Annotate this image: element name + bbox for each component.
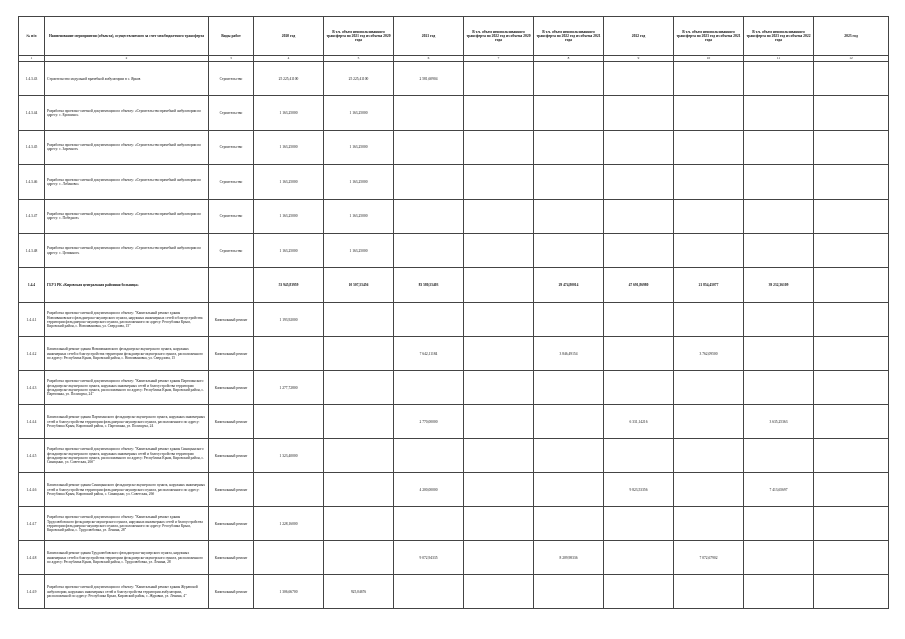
column-header: № п/п bbox=[19, 17, 45, 56]
amount-cell bbox=[464, 268, 534, 303]
row-number-cell: 1.4.4.1 bbox=[19, 303, 45, 337]
amount-cell bbox=[814, 96, 889, 130]
amount-cell bbox=[534, 62, 604, 96]
amount-cell bbox=[464, 507, 534, 541]
column-header: В т.ч. объем неиспользованного трансферта по 2023 год из объема 2021 года bbox=[674, 17, 744, 56]
amount-cell: 1 228,16000 bbox=[254, 507, 324, 541]
amount-cell: 3 635,25363 bbox=[744, 405, 814, 439]
amount-cell: 3 762,09500 bbox=[674, 337, 744, 371]
amount-cell bbox=[814, 268, 889, 303]
header-row bbox=[19, 17, 889, 56]
amount-cell bbox=[604, 96, 674, 130]
column-header: В т.ч. объем неиспользованного трансферта по 2022 год из объема 2021 года bbox=[534, 17, 604, 56]
amount-cell bbox=[674, 303, 744, 337]
amount-cell bbox=[464, 62, 534, 96]
amount-cell bbox=[744, 303, 814, 337]
row-number-cell: 1.4.4.5 bbox=[19, 439, 45, 473]
row-number-cell: 1.4.4.2 bbox=[19, 337, 45, 371]
amount-cell bbox=[604, 507, 674, 541]
amount-cell bbox=[464, 439, 534, 473]
amount-cell: 925,04676 bbox=[324, 575, 394, 609]
column-header: В т.ч. объем неиспользованного трансферта по 2022 год из объема 2020 года bbox=[464, 17, 534, 56]
amount-cell: 83 580,55403 bbox=[394, 268, 464, 303]
table-body bbox=[19, 62, 889, 609]
amount-cell: 6 331,14216 bbox=[604, 405, 674, 439]
row-number-cell: 1.4.3.47 bbox=[19, 199, 45, 233]
amount-cell bbox=[744, 130, 814, 164]
work-type-cell: Капитальный ремонт bbox=[209, 303, 254, 337]
amount-cell bbox=[674, 62, 744, 96]
amount-cell bbox=[814, 541, 889, 575]
amount-cell: 9 823,53356 bbox=[604, 473, 674, 507]
amount-cell bbox=[604, 233, 674, 267]
row-number-cell: 1.4.4.4 bbox=[19, 405, 45, 439]
amount-cell bbox=[254, 405, 324, 439]
amount-cell bbox=[534, 303, 604, 337]
amount-cell bbox=[394, 303, 464, 337]
amount-cell bbox=[534, 439, 604, 473]
row-number-cell: 1.4.3.48 bbox=[19, 233, 45, 267]
column-header: В т.ч. объем неиспользованного трансферта по 2023 год из объема 2022 года bbox=[744, 17, 814, 56]
amount-cell bbox=[814, 575, 889, 609]
row-number-cell: 1.4.3.45 bbox=[19, 130, 45, 164]
amount-cell bbox=[464, 337, 534, 371]
table-row bbox=[19, 96, 889, 130]
work-type-cell: Строительство bbox=[209, 233, 254, 267]
amount-cell bbox=[674, 165, 744, 199]
amount-cell: 1 163,25000 bbox=[254, 199, 324, 233]
amount-cell bbox=[744, 507, 814, 541]
amount-cell bbox=[814, 62, 889, 96]
amount-cell bbox=[744, 96, 814, 130]
amount-cell bbox=[674, 507, 744, 541]
amount-cell bbox=[674, 575, 744, 609]
amount-cell bbox=[534, 96, 604, 130]
work-type-cell: Строительство bbox=[209, 165, 254, 199]
table-row bbox=[19, 541, 889, 575]
amount-cell bbox=[464, 165, 534, 199]
column-number: 6 bbox=[394, 56, 464, 62]
column-number: 11 bbox=[744, 56, 814, 62]
amount-cell bbox=[604, 165, 674, 199]
amount-cell bbox=[394, 96, 464, 130]
column-header: 2023 год bbox=[814, 17, 889, 56]
amount-cell bbox=[534, 405, 604, 439]
amount-cell bbox=[464, 371, 534, 405]
amount-cell bbox=[394, 507, 464, 541]
amount-cell bbox=[394, 233, 464, 267]
amount-cell: 47 691,86980 bbox=[604, 268, 674, 303]
column-number: 1 bbox=[19, 56, 45, 62]
amount-cell bbox=[744, 439, 814, 473]
column-number: 9 bbox=[604, 56, 674, 62]
row-name-cell: Разработка проектно-сметной документации по объекту: «Строительство врачебной амбулатории по адресу: с. Лобаново» bbox=[45, 165, 209, 199]
column-number: 4 bbox=[254, 56, 324, 62]
column-header: Виды работ bbox=[209, 17, 254, 56]
amount-cell bbox=[814, 165, 889, 199]
amount-cell: 1 193,92000 bbox=[254, 303, 324, 337]
amount-cell bbox=[604, 439, 674, 473]
amount-cell bbox=[464, 199, 534, 233]
column-number: 2 bbox=[45, 56, 209, 62]
amount-cell: 7 642,11184 bbox=[394, 337, 464, 371]
amount-cell bbox=[744, 337, 814, 371]
amount-cell: 7 413,65697 bbox=[744, 473, 814, 507]
work-type-cell: Капитальный ремонт bbox=[209, 575, 254, 609]
amount-cell bbox=[534, 233, 604, 267]
amount-cell bbox=[604, 371, 674, 405]
amount-cell bbox=[394, 130, 464, 164]
amount-cell bbox=[744, 575, 814, 609]
amount-cell: 1 163,25000 bbox=[324, 165, 394, 199]
amount-cell bbox=[534, 507, 604, 541]
amount-cell bbox=[674, 96, 744, 130]
amount-cell: 25 225,41100 bbox=[324, 62, 394, 96]
amount-cell bbox=[674, 233, 744, 267]
amount-cell bbox=[394, 371, 464, 405]
amount-cell: 1 163,25000 bbox=[254, 165, 324, 199]
column-header: В т.ч. объем неиспользованного трансферта по 2021 год из объема 2020 года bbox=[324, 17, 394, 56]
amount-cell bbox=[324, 405, 394, 439]
amount-cell: 2 770,00000 bbox=[394, 405, 464, 439]
amount-cell bbox=[744, 371, 814, 405]
row-name-cell: Капитальный ремонт здания Синицынского фельдшерско-акушерского пункта, наружных инженерных сетей и благоустройства территории фельдшерско-акушерского пункта, расположенного по адресу: Республика Крым, Кировский район, с. Синицыно, ул. Советская, 26б bbox=[45, 473, 209, 507]
row-number-cell: 1.4.3.44 bbox=[19, 96, 45, 130]
row-number-cell: 1.4.4.9 bbox=[19, 575, 45, 609]
amount-cell: 3 846,49154 bbox=[534, 337, 604, 371]
amount-cell bbox=[254, 337, 324, 371]
amount-cell: 1 323,40000 bbox=[254, 439, 324, 473]
column-number: 12 bbox=[814, 56, 889, 62]
amount-cell bbox=[744, 233, 814, 267]
amount-cell: 53 945,83959 bbox=[254, 268, 324, 303]
amount-cell bbox=[814, 473, 889, 507]
row-name-cell: Строительство модульной врачебной амбулатории в с. Ярков bbox=[45, 62, 209, 96]
amount-cell bbox=[534, 473, 604, 507]
amount-cell: 1 163,25000 bbox=[254, 233, 324, 267]
amount-cell bbox=[324, 337, 394, 371]
column-number: 5 bbox=[324, 56, 394, 62]
table-row bbox=[19, 439, 889, 473]
table-row bbox=[19, 575, 889, 609]
table-row bbox=[19, 233, 889, 267]
row-number-cell: 1.4.4.7 bbox=[19, 507, 45, 541]
amount-cell: 8 209,98336 bbox=[534, 541, 604, 575]
table-row bbox=[19, 473, 889, 507]
column-number: 7 bbox=[464, 56, 534, 62]
column-header: 2021 год bbox=[394, 17, 464, 56]
amount-cell bbox=[324, 473, 394, 507]
amount-cell: 2 581,60904 bbox=[394, 62, 464, 96]
row-name-cell: Капитальный ремонт здания Партизанского фельдшерско-акушерского пункта, наружных инженерных сетей и благоустройства территории фельдшерско-акушерского пункта, расположенного по адресу: Республика Крым, Кировский район, с. Партизаны, ул. Полищука, 24 bbox=[45, 405, 209, 439]
amount-cell bbox=[464, 303, 534, 337]
work-type-cell: Капитальный ремонт bbox=[209, 439, 254, 473]
transfer-table bbox=[18, 16, 889, 609]
amount-cell bbox=[254, 473, 324, 507]
amount-cell bbox=[324, 439, 394, 473]
amount-cell bbox=[394, 165, 464, 199]
amount-cell bbox=[464, 96, 534, 130]
amount-cell bbox=[604, 337, 674, 371]
row-name-cell: Разработка проектно-сметной документации по объекту: "Капитальный ремонт здания Трудолюбовского фельдшерско-акушерского пункта, наружных инженерных сетей и благоустройства территории фельдшерско-акушерского пункта, расположенного по адресу: Республика Крым, Кировский район, с. Трудолюбовка, ул. Ленина, 28" bbox=[45, 507, 209, 541]
amount-cell bbox=[674, 439, 744, 473]
amount-cell bbox=[814, 199, 889, 233]
row-name-cell: Разработка проектно-сметной документации по объекту: «Строительство врачебной амбулатории по адресу: с. Целинное» bbox=[45, 233, 209, 267]
row-name-cell: Разработка проектно-сметной документации по объекту: «Строительство врачебной амбулатории по адресу: с. Победное» bbox=[45, 199, 209, 233]
row-name-cell: Капитальный ремонт здания Трудолюбовского фельдшерско-акушерского пункта, наружных инженерных сетей и благоустройства территории фельдшерско-акушерского пункта, расположенного по адресу: Республика Крым, Кировский район, с. Трудолюбовка, ул. Ленина, 28 bbox=[45, 541, 209, 575]
work-type-cell: Строительство bbox=[209, 62, 254, 96]
row-number-cell: 1.4.3.46 bbox=[19, 165, 45, 199]
table-row bbox=[19, 507, 889, 541]
table-row bbox=[19, 62, 889, 96]
column-header: Наименование мероприятия (объекта), осуществляемого за счет межбюджетного трансферта bbox=[45, 17, 209, 56]
column-number: 3 bbox=[209, 56, 254, 62]
amount-cell: 1 163,25000 bbox=[254, 130, 324, 164]
amount-cell bbox=[674, 473, 744, 507]
row-number-cell: 1.4.4 bbox=[19, 268, 45, 303]
row-name-cell: Разработка проектно-сметной документации по объекту: "Капитальный ремонт здания Синицынского фельдшерско-акушерского пункта, наружных инженерных сетей и благоустройства территории фельдшерско-акушерского пункта, расположенного по адресу: Республика Крым, Кировский район, с. Синицыно, ул. Советская, 26б" bbox=[45, 439, 209, 473]
amount-cell: 7 072,67902 bbox=[674, 541, 744, 575]
row-name-cell: Разработка проектно-сметной документации по объекту: "Капитальный ремонт здания Партизанского фельдшерско-акушерского пункта, наружных инженерных сетей и благоустройства территории фельдшерско-акушерского пункта, расположенного по адресу: Республика Крым, Кировский район, с. Партизаны, ул. Полищука, 24" bbox=[45, 371, 209, 405]
amount-cell bbox=[674, 371, 744, 405]
amount-cell: 1 163,25000 bbox=[254, 96, 324, 130]
table-row bbox=[19, 130, 889, 164]
amount-cell: 1 163,25000 bbox=[324, 96, 394, 130]
work-type-cell: Строительство bbox=[209, 130, 254, 164]
amount-cell bbox=[464, 541, 534, 575]
amount-cell bbox=[534, 165, 604, 199]
amount-cell bbox=[604, 130, 674, 164]
work-type-cell: Строительство bbox=[209, 96, 254, 130]
amount-cell bbox=[534, 199, 604, 233]
amount-cell: 21 854,45077 bbox=[674, 268, 744, 303]
amount-cell bbox=[604, 303, 674, 337]
amount-cell bbox=[814, 371, 889, 405]
amount-cell bbox=[464, 473, 534, 507]
amount-cell bbox=[674, 130, 744, 164]
column-number: 8 bbox=[534, 56, 604, 62]
amount-cell: 1 277,72800 bbox=[254, 371, 324, 405]
amount-cell bbox=[394, 575, 464, 609]
row-name-cell: Разработка проектно-сметной документации по объекту: "Капитальный ремонт здания Журавской амбулатории, наружных инженерных сетей и благоустройства территории амбулатории, расположенной по адресу: Республика Крым, Кировский район, с. Журавки, ул. Ленина, 4" bbox=[45, 575, 209, 609]
amount-cell bbox=[604, 541, 674, 575]
table-row bbox=[19, 371, 889, 405]
amount-cell bbox=[324, 303, 394, 337]
table-row bbox=[19, 165, 889, 199]
amount-cell bbox=[464, 233, 534, 267]
amount-cell: 25 225,41100 bbox=[254, 62, 324, 96]
amount-cell bbox=[604, 62, 674, 96]
amount-cell bbox=[604, 575, 674, 609]
amount-cell bbox=[534, 575, 604, 609]
amount-cell bbox=[814, 303, 889, 337]
amount-cell: 4 200,00000 bbox=[394, 473, 464, 507]
amount-cell bbox=[744, 165, 814, 199]
amount-cell: 1 163,25000 bbox=[324, 199, 394, 233]
row-name-cell: Разработка проектно-сметной документации по объекту: «Строительство врачебной амбулатории по адресу: с. Ерошино» bbox=[45, 96, 209, 130]
amount-cell: 39 232,36109 bbox=[744, 268, 814, 303]
work-type-cell: Капитальный ремонт bbox=[209, 541, 254, 575]
table-row bbox=[19, 199, 889, 233]
work-type-cell: Капитальный ремонт bbox=[209, 507, 254, 541]
amount-cell bbox=[464, 405, 534, 439]
row-name-cell: Разработка проектно-сметной документации по объекту: "Капитальный ремонт здания Новоивановского фельдшерско-акушерского пункта, наружных инженерных сетей и благоустройства территории фельдшерско-акушерского пункта, расположенного по адресу: Республика Крым, Кировский район, с. Новоивановка, ул. Свердлова, 15" bbox=[45, 303, 209, 337]
amount-cell: 9 072,94335 bbox=[394, 541, 464, 575]
amount-cell bbox=[324, 371, 394, 405]
row-name-cell: ГБУЗ РК «Кировская центральная районная больница» bbox=[45, 268, 209, 303]
amount-cell bbox=[394, 199, 464, 233]
column-header: 2022 год bbox=[604, 17, 674, 56]
table-row bbox=[19, 303, 889, 337]
row-number-cell: 1.4.3.43 bbox=[19, 62, 45, 96]
amount-cell bbox=[254, 541, 324, 575]
amount-cell: 29 474,80014 bbox=[534, 268, 604, 303]
amount-cell bbox=[324, 541, 394, 575]
work-type-cell: Капитальный ремонт bbox=[209, 371, 254, 405]
amount-cell: 1 306,66700 bbox=[254, 575, 324, 609]
amount-cell: 10 507,55456 bbox=[324, 268, 394, 303]
work-type-cell bbox=[209, 268, 254, 303]
amount-cell bbox=[814, 405, 889, 439]
amount-cell bbox=[814, 233, 889, 267]
amount-cell bbox=[674, 405, 744, 439]
table-row bbox=[19, 337, 889, 371]
work-type-cell: Капитальный ремонт bbox=[209, 405, 254, 439]
amount-cell bbox=[674, 199, 744, 233]
work-type-cell: Капитальный ремонт bbox=[209, 473, 254, 507]
amount-cell bbox=[814, 337, 889, 371]
work-type-cell: Строительство bbox=[209, 199, 254, 233]
amount-cell bbox=[814, 507, 889, 541]
amount-cell bbox=[744, 541, 814, 575]
amount-cell bbox=[394, 439, 464, 473]
row-number-cell: 1.4.4.8 bbox=[19, 541, 45, 575]
column-number: 10 bbox=[674, 56, 744, 62]
row-name-cell: Разработка проектно-сметной документации по объекту: «Строительство врачебной амбулатории по адресу: с. Зарочное» bbox=[45, 130, 209, 164]
amount-cell bbox=[814, 439, 889, 473]
amount-cell bbox=[464, 130, 534, 164]
amount-cell bbox=[534, 371, 604, 405]
amount-cell bbox=[744, 199, 814, 233]
amount-cell bbox=[324, 507, 394, 541]
amount-cell: 1 163,25000 bbox=[324, 130, 394, 164]
amount-cell: 1 163,25000 bbox=[324, 233, 394, 267]
amount-cell bbox=[534, 130, 604, 164]
amount-cell bbox=[744, 62, 814, 96]
amount-cell bbox=[464, 575, 534, 609]
table-row bbox=[19, 405, 889, 439]
amount-cell bbox=[814, 130, 889, 164]
row-number-cell: 1.4.4.3 bbox=[19, 371, 45, 405]
table-row bbox=[19, 268, 889, 303]
amount-cell bbox=[604, 199, 674, 233]
column-header: 2020 год bbox=[254, 17, 324, 56]
work-type-cell: Капитальный ремонт bbox=[209, 337, 254, 371]
row-number-cell: 1.4.4.6 bbox=[19, 473, 45, 507]
document-sheet bbox=[18, 16, 888, 609]
row-name-cell: Капитальный ремонт здания Новоивановского фельдшерско-акушерского пункта, наружных инженерных сетей и благоустройства территории фельдшерско-акушерского пункта, расположенного по адресу: Республика Крым, Кировский район, с. Новоивановка, ул. Свердлова, 15 bbox=[45, 337, 209, 371]
